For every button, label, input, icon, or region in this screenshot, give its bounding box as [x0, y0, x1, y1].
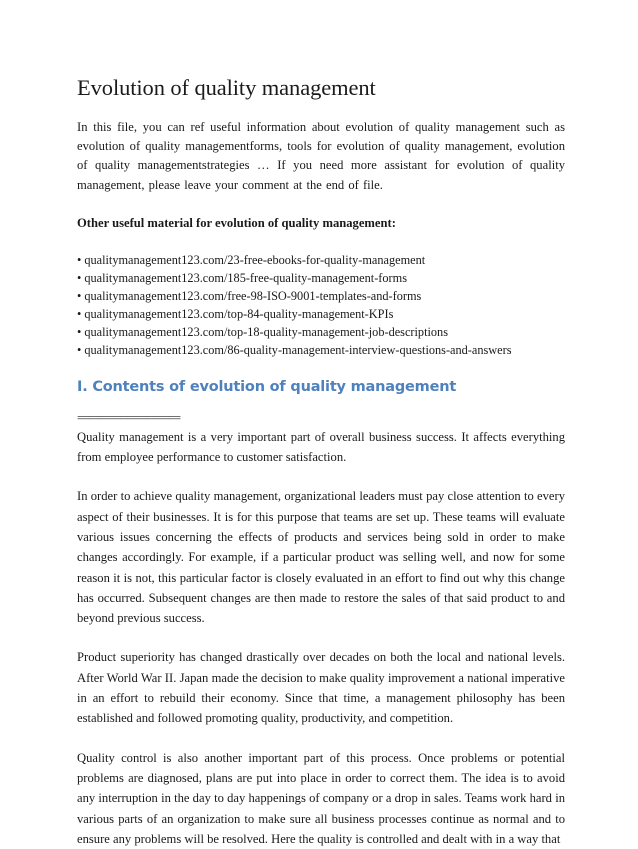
- body-paragraph: Quality management is a very important part of overall business success. It affects everything from employee performance to customer satisfaction.: [77, 429, 565, 465]
- resource-link[interactable]: [77, 323, 565, 341]
- resource-link[interactable]: [77, 269, 565, 287]
- resource-link[interactable]: [77, 341, 565, 359]
- bullet-icon: •: [77, 342, 82, 357]
- body-paragraph: Quality control is also another important part of this process. Once problems or potential problems are diagnosed, plans are put into place in order to correct them. The idea is to avoid any interruption in the day to day happenings of company or a drop in sales. Teams work hard in various parts of an organization to make sure all business processes continue as normal and to ensure any problems will be resolved. Here the quality is controlled and dealt with in a way that: [77, 750, 565, 846]
- bullet-icon: •: [77, 306, 82, 321]
- resource-link[interactable]: [77, 287, 565, 305]
- document-title: Evolution of quality management: [77, 75, 376, 100]
- resource-link-text[interactable]: qualitymanagement123.com/86-quality-management-interview-questions-and-answers: [84, 342, 512, 357]
- other-material-heading: Other useful material for evolution of quality management:: [77, 215, 396, 230]
- body-paragraph: In order to achieve quality management, organizational leaders must pay close attention to every aspect of their businesses. It is for this purpose that teams are set up. These teams will evaluate various issues concerning the effects of products and services being sold in order to make changes accordingly. For example, if a particular product was selling well, and now for some reason it is not, this particular factor is closely evaluated in an effort to find out why this change has occurred. Subsequent changes are then made to restore the sales of that said product to and beyond previous success.: [77, 489, 565, 626]
- bullet-icon: •: [77, 270, 82, 285]
- resource-link[interactable]: [77, 251, 565, 269]
- resource-link-list: [77, 251, 565, 359]
- resource-link-text[interactable]: qualitymanagement123.com/top-84-quality-management-KPIs: [84, 306, 394, 321]
- document-page: [77, 74, 565, 849]
- intro-paragraph: In this file, you can ref useful information about evolution of quality management such as evolution of quality managementforms, tools for evolution of quality management, evolution of quality managementstrategies … If you need more assistant for evolution of quality management, please leave your comment at the end of file.: [77, 120, 565, 192]
- body-paragraph: Product superiority has changed drastically over decades on both the local and national levels. After World War II. Japan made the decision to make quality improvement a national imperative in an effort to rebuild their economy. Since that time, a management philosophy has been established and followed promoting quality, productivity, and competition.: [77, 650, 565, 726]
- resource-link-text[interactable]: qualitymanagement123.com/23-free-ebooks-for-quality-management: [84, 252, 426, 267]
- section-heading: I. Contents of evolution of quality management: [77, 378, 457, 395]
- resource-link-text[interactable]: qualitymanagement123.com/185-free-quality-management-forms: [84, 270, 407, 285]
- bullet-icon: •: [77, 324, 82, 339]
- resource-link-text[interactable]: qualitymanagement123.com/free-98-ISO-9001-templates-and-forms: [84, 288, 422, 303]
- bullet-icon: •: [77, 252, 82, 267]
- bullet-icon: •: [77, 288, 82, 303]
- resource-link-text[interactable]: qualitymanagement123.com/top-18-quality-management-job-descriptions: [84, 324, 448, 339]
- section-divider: ==================: [77, 410, 180, 425]
- resource-link[interactable]: [77, 305, 565, 323]
